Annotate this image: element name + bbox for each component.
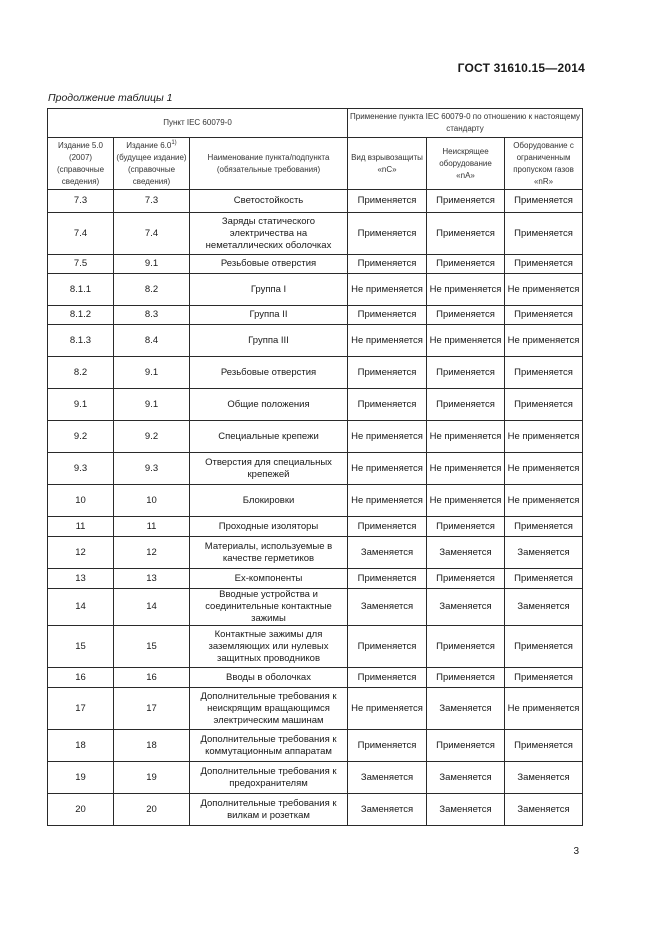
table-row: [48, 668, 583, 688]
table-row: [48, 794, 583, 826]
nr-cell: Применяется: [505, 255, 583, 274]
edition-6-cell: 8.2: [114, 274, 190, 306]
nr-cell: Заменяется: [505, 762, 583, 794]
na-cell: Заменяется: [427, 688, 505, 730]
clause-name-cell: Резьбовые отверстия: [190, 357, 348, 389]
clause-name-cell: Отверстия для специальных крепежей: [190, 453, 348, 485]
nc-cell: Применяется: [348, 213, 427, 255]
edition-5-cell: 19: [48, 762, 114, 794]
nr-cell: Применяется: [505, 213, 583, 255]
requirements-table: [47, 108, 583, 826]
table-row: [48, 421, 583, 453]
clause-name-cell: Группа II: [190, 306, 348, 325]
clause-name-cell: Группа I: [190, 274, 348, 306]
table-row: [48, 389, 583, 421]
nr-cell: Не применяется: [505, 421, 583, 453]
nr-cell: Применяется: [505, 730, 583, 762]
na-cell: Применяется: [427, 357, 505, 389]
document-header: ГОСТ 31610.15—2014: [457, 61, 585, 75]
col-header-nc: [348, 138, 427, 190]
nr-cell: Заменяется: [505, 589, 583, 626]
nc-cell: Применяется: [348, 626, 427, 668]
nr-cell: Применяется: [505, 517, 583, 537]
table-caption: Продолжение таблицы 1: [48, 92, 173, 104]
edition-6-cell: 9.3: [114, 453, 190, 485]
clause-name-cell: Группа III: [190, 325, 348, 357]
footnote-marker: 1): [171, 139, 177, 146]
nr-cell: Не применяется: [505, 325, 583, 357]
na-cell: Заменяется: [427, 762, 505, 794]
na-cell: Заменяется: [427, 589, 505, 626]
na-cell: Не применяется: [427, 274, 505, 306]
nc-cell: Применяется: [348, 730, 427, 762]
clause-name-cell: Проходные изоляторы: [190, 517, 348, 537]
nr-cell: Не применяется: [505, 485, 583, 517]
col-header-edition-6: [114, 138, 190, 190]
nr-cell: Не применяется: [505, 274, 583, 306]
table-row: [48, 589, 583, 626]
edition-6-cell: 18: [114, 730, 190, 762]
na-cell: Применяется: [427, 190, 505, 213]
edition-6-cell: 19: [114, 762, 190, 794]
table-row: [48, 357, 583, 389]
edition-6-cell: 9.1: [114, 389, 190, 421]
na-cell: Не применяется: [427, 485, 505, 517]
nc-cell: Применяется: [348, 517, 427, 537]
nc-cell: Заменяется: [348, 794, 427, 826]
edition-5-cell: 8.1.2: [48, 306, 114, 325]
edition-6-cell: 7.3: [114, 190, 190, 213]
table-row: [48, 517, 583, 537]
clause-name-cell: Дополнительные требования к вилкам и розеткам: [190, 794, 348, 826]
nr-cell: Применяется: [505, 357, 583, 389]
nc-cell: Не применяется: [348, 453, 427, 485]
clause-name-cell: Материалы, используемые в качестве герметиков: [190, 537, 348, 569]
table-body: [48, 190, 583, 826]
page-number: 3: [573, 846, 579, 857]
edition-6-cell: 9.2: [114, 421, 190, 453]
col-header-clause-name-label: Наименование пункта/подпункта (обязательные требования): [207, 152, 330, 174]
nr-cell: Применяется: [505, 306, 583, 325]
nc-cell: Не применяется: [348, 485, 427, 517]
nr-cell: Не применяется: [505, 453, 583, 485]
edition-6-cell: 12: [114, 537, 190, 569]
nc-cell: Применяется: [348, 357, 427, 389]
col-header-edition-6-label: Издание 6.0: [126, 140, 172, 150]
clause-name-cell: Дополнительные требования к неискрящим вращающимся электрическим машинам: [190, 688, 348, 730]
na-cell: Применяется: [427, 213, 505, 255]
table-row: [48, 688, 583, 730]
edition-5-cell: 9.1: [48, 389, 114, 421]
table-row: [48, 485, 583, 517]
edition-5-cell: 7.4: [48, 213, 114, 255]
edition-6-cell: 10: [114, 485, 190, 517]
clause-name-cell: Общие положения: [190, 389, 348, 421]
clause-name-cell: Вводы в оболочках: [190, 668, 348, 688]
edition-5-cell: 7.3: [48, 190, 114, 213]
edition-6-cell: 7.4: [114, 213, 190, 255]
nc-cell: Не применяется: [348, 688, 427, 730]
nc-cell: Применяется: [348, 389, 427, 421]
na-cell: Применяется: [427, 730, 505, 762]
table-row: [48, 537, 583, 569]
table-row: [48, 213, 583, 255]
clause-name-cell: Блокировки: [190, 485, 348, 517]
table-group-header-row: [48, 109, 583, 138]
col-header-edition-6-label-cont: (будущее издание) (справочные сведения): [116, 152, 187, 186]
edition-6-cell: 14: [114, 589, 190, 626]
group-header-application: Применение пункта IEC 60079-0 по отношению к настоящему стандарту: [348, 109, 583, 138]
nr-cell: Применяется: [505, 569, 583, 589]
edition-6-cell: 20: [114, 794, 190, 826]
nr-cell: Применяется: [505, 668, 583, 688]
clause-name-cell: Дополнительные требования к коммутационным аппаратам: [190, 730, 348, 762]
edition-6-cell: 15: [114, 626, 190, 668]
nr-cell: Заменяется: [505, 537, 583, 569]
edition-6-cell: 8.4: [114, 325, 190, 357]
col-header-nc-label: Вид взрывозащиты «nC»: [351, 152, 423, 174]
na-cell: Применяется: [427, 569, 505, 589]
table-row: [48, 569, 583, 589]
table-row: [48, 730, 583, 762]
edition-6-cell: 8.3: [114, 306, 190, 325]
edition-6-cell: 11: [114, 517, 190, 537]
col-header-nr-label: Оборудование с ограниченным пропуском газов «nR»: [513, 140, 574, 186]
nc-cell: Применяется: [348, 306, 427, 325]
col-header-na-label: Неискрящее оборудование «nA»: [439, 146, 492, 180]
clause-name-cell: Контактные зажимы для заземляющих или нулевых защитных проводников: [190, 626, 348, 668]
nc-cell: Заменяется: [348, 589, 427, 626]
nc-cell: Не применяется: [348, 325, 427, 357]
nr-cell: Заменяется: [505, 794, 583, 826]
edition-6-cell: 16: [114, 668, 190, 688]
edition-5-cell: 8.1.1: [48, 274, 114, 306]
edition-5-cell: 10: [48, 485, 114, 517]
col-header-nr: [505, 138, 583, 190]
nc-cell: Применяется: [348, 255, 427, 274]
table-row: [48, 274, 583, 306]
na-cell: Применяется: [427, 517, 505, 537]
na-cell: Заменяется: [427, 537, 505, 569]
edition-5-cell: 9.3: [48, 453, 114, 485]
clause-name-cell: Заряды статического электричества на неметаллических оболочках: [190, 213, 348, 255]
edition-5-cell: 14: [48, 589, 114, 626]
nr-cell: Применяется: [505, 190, 583, 213]
col-header-clause-name: [190, 138, 348, 190]
na-cell: Применяется: [427, 389, 505, 421]
edition-5-cell: 15: [48, 626, 114, 668]
group-header-iec-clause: Пункт IEC 60079-0: [48, 109, 348, 138]
na-cell: Применяется: [427, 306, 505, 325]
edition-5-cell: 16: [48, 668, 114, 688]
na-cell: Не применяется: [427, 421, 505, 453]
table-row: [48, 626, 583, 668]
clause-name-cell: Вводные устройства и соединительные контактные зажимы: [190, 589, 348, 626]
na-cell: Не применяется: [427, 453, 505, 485]
edition-5-cell: 11: [48, 517, 114, 537]
table-row: [48, 190, 583, 213]
nr-cell: Применяется: [505, 389, 583, 421]
clause-name-cell: Резьбовые отверстия: [190, 255, 348, 274]
edition-5-cell: 20: [48, 794, 114, 826]
table-column-header-row: [48, 138, 583, 190]
nc-cell: Не применяется: [348, 274, 427, 306]
edition-5-cell: 12: [48, 537, 114, 569]
edition-5-cell: 8.2: [48, 357, 114, 389]
nc-cell: Заменяется: [348, 537, 427, 569]
na-cell: Применяется: [427, 668, 505, 688]
edition-5-cell: 7.5: [48, 255, 114, 274]
nc-cell: Применяется: [348, 190, 427, 213]
na-cell: Заменяется: [427, 794, 505, 826]
nc-cell: Применяется: [348, 668, 427, 688]
edition-6-cell: 9.1: [114, 357, 190, 389]
edition-5-cell: 13: [48, 569, 114, 589]
nc-cell: Не применяется: [348, 421, 427, 453]
nr-cell: Применяется: [505, 626, 583, 668]
col-header-edition-5: [48, 138, 114, 190]
na-cell: Применяется: [427, 626, 505, 668]
nc-cell: Применяется: [348, 569, 427, 589]
na-cell: Применяется: [427, 255, 505, 274]
clause-name-cell: Светостойкость: [190, 190, 348, 213]
edition-6-cell: 9.1: [114, 255, 190, 274]
clause-name-cell: Дополнительные требования к предохранителям: [190, 762, 348, 794]
clause-name-cell: Специальные крепежи: [190, 421, 348, 453]
edition-6-cell: 13: [114, 569, 190, 589]
table-row: [48, 325, 583, 357]
table-row: [48, 255, 583, 274]
table-row: [48, 306, 583, 325]
nc-cell: Заменяется: [348, 762, 427, 794]
col-header-edition-5-label: Издание 5.0 (2007) (справочные сведения): [56, 140, 105, 186]
edition-5-cell: 18: [48, 730, 114, 762]
na-cell: Не применяется: [427, 325, 505, 357]
table-row: [48, 762, 583, 794]
table-row: [48, 453, 583, 485]
edition-5-cell: 17: [48, 688, 114, 730]
clause-name-cell: Ex-компоненты: [190, 569, 348, 589]
edition-5-cell: 9.2: [48, 421, 114, 453]
nr-cell: Не применяется: [505, 688, 583, 730]
edition-6-cell: 17: [114, 688, 190, 730]
edition-5-cell: 8.1.3: [48, 325, 114, 357]
col-header-na: [427, 138, 505, 190]
